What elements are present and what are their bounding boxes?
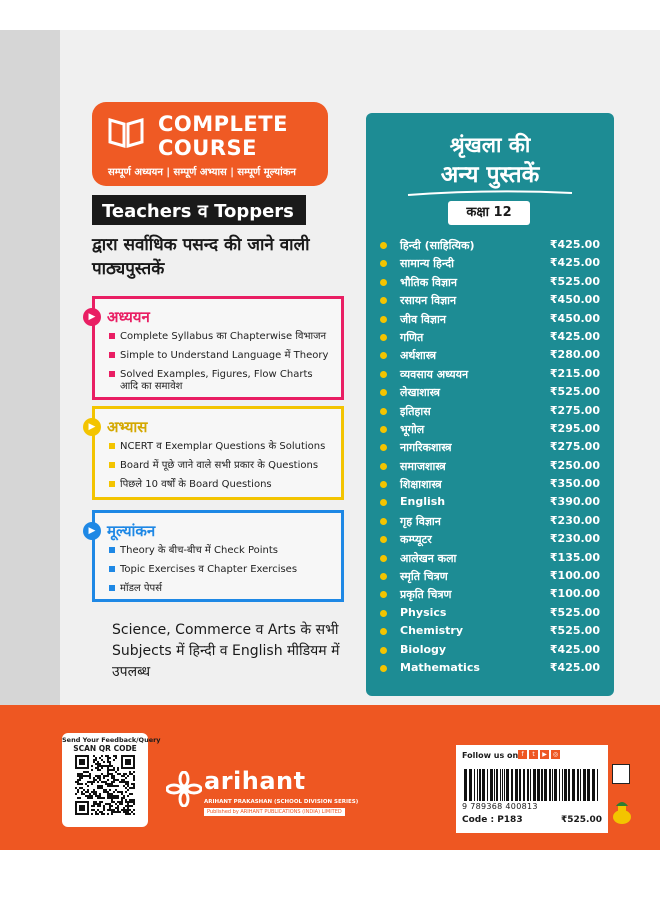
complete-course-badge	[92, 102, 328, 186]
emblem-icon	[612, 764, 630, 784]
book-name: शिक्षाशास्त्र	[400, 478, 442, 492]
brand-tagline: सम्पूर्ण अध्ययन | सम्पूर्ण अभ्यास | सम्पूर्ण मूल्यांकन	[108, 167, 296, 178]
book-list	[378, 237, 606, 678]
book-row	[378, 476, 606, 494]
section-abhyas	[88, 406, 344, 500]
book-price: ₹525.00	[549, 385, 600, 399]
section-header	[83, 417, 147, 437]
arihant-logo	[160, 765, 360, 825]
facebook-icon[interactable]: f	[518, 750, 527, 759]
book-price: ₹100.00	[549, 587, 600, 601]
follow-us-label: Follow us on	[462, 751, 519, 760]
book-row	[378, 605, 606, 623]
series-panel	[366, 113, 614, 696]
bullet-dot-icon	[380, 371, 387, 378]
bullet-dot-icon	[380, 481, 387, 488]
book-name: रसायन विज्ञान	[400, 294, 457, 308]
bullet-dot-icon	[380, 610, 387, 617]
book-name: कम्प्यूटर	[400, 533, 432, 547]
teachers-toppers-label: Teachers व Toppers	[92, 195, 306, 225]
book-name: समाजशास्त्र	[400, 459, 446, 473]
bullet-dot-icon	[380, 260, 387, 267]
bullet-dot-icon	[380, 389, 387, 396]
feedback-line2: SCAN QR CODE	[73, 744, 137, 753]
underline-swoosh-icon	[406, 189, 574, 197]
book-price: ₹230.00	[549, 513, 600, 527]
back-info-box	[456, 745, 608, 833]
brand-line1: COMPLETE	[158, 112, 288, 136]
section-mulyankan	[88, 510, 344, 602]
book-price: ₹525.00	[549, 624, 600, 638]
instagram-icon[interactable]: ◎	[552, 751, 559, 758]
social-icons	[518, 750, 560, 759]
book-price: ₹425.00	[549, 642, 600, 656]
book-name: नागरिकशास्त्र	[400, 441, 452, 455]
bullet-dot-icon	[380, 279, 387, 286]
bullet-dot-icon	[380, 499, 387, 506]
product-code: Code : P183	[462, 815, 523, 825]
book-row	[378, 237, 606, 255]
book-name: गणित	[400, 330, 424, 344]
open-book-icon	[106, 114, 146, 150]
list-item: Solved Examples, Figures, Flow Charts आदि का समावेश	[109, 369, 331, 393]
book-price: ₹525.00	[549, 274, 600, 288]
square-bullet-icon	[109, 462, 115, 468]
twitter-icon[interactable]: t	[529, 750, 538, 759]
kalash-icon	[610, 798, 634, 826]
square-bullet-icon	[109, 566, 115, 572]
book-row	[378, 255, 606, 273]
book-row	[378, 384, 606, 402]
square-bullet-icon	[109, 352, 115, 358]
book-price: ₹275.00	[549, 440, 600, 454]
section-title: अभ्यास	[107, 418, 148, 436]
book-price: ₹280.00	[549, 348, 600, 362]
book-name: आलेखन कला	[400, 551, 457, 565]
book-name: स्मृति चित्रण	[400, 570, 448, 584]
book-price: ₹135.00	[549, 550, 600, 564]
bullet-dot-icon	[380, 334, 387, 341]
book-name: English	[400, 495, 446, 509]
series-heading-1: श्रृंखला की	[449, 133, 531, 157]
book-name: भूगोल	[400, 422, 425, 436]
flower-logo-icon	[166, 771, 202, 807]
bullet-dot-icon	[380, 665, 387, 672]
bullet-dot-icon	[380, 555, 387, 562]
series-heading-2: अन्य पुस्तकें	[440, 162, 540, 188]
book-price: ₹275.00	[549, 403, 600, 417]
section-adhyayan	[88, 296, 344, 400]
product-price: ₹525.00	[561, 815, 602, 825]
list-item: Topic Exercises व Chapter Exercises	[109, 564, 331, 576]
play-icon: ▶	[83, 308, 101, 326]
feedback-line1: Send Your Feedback/Query	[62, 736, 161, 744]
bullet-dot-icon	[380, 536, 387, 543]
square-bullet-icon	[109, 585, 115, 591]
book-price: ₹450.00	[549, 311, 600, 325]
book-row	[378, 311, 606, 329]
bullet-dot-icon	[380, 518, 387, 525]
book-row	[378, 586, 606, 604]
book-row	[378, 292, 606, 310]
bullet-dot-icon	[380, 591, 387, 598]
publisher-name: arihant	[204, 767, 306, 795]
book-price: ₹450.00	[549, 293, 600, 307]
book-row	[378, 366, 606, 384]
book-row	[378, 550, 606, 568]
bullet-dot-icon	[380, 426, 387, 433]
bullet-dot-icon	[380, 573, 387, 580]
book-row	[378, 568, 606, 586]
list-item: Theory के बीच-बीच में Check Points	[109, 545, 331, 557]
book-row	[378, 421, 606, 439]
section-title: मूल्यांकन	[107, 522, 156, 540]
book-name: अर्थशास्त्र	[400, 349, 437, 363]
bullet-dot-icon	[380, 408, 387, 415]
square-bullet-icon	[109, 371, 115, 377]
book-row	[378, 329, 606, 347]
book-price: ₹350.00	[549, 477, 600, 491]
square-bullet-icon	[109, 547, 115, 553]
feedback-qr-box	[62, 733, 161, 827]
book-row	[378, 403, 606, 421]
book-name: प्रकृति चित्रण	[400, 588, 452, 602]
book-price: ₹390.00	[549, 495, 600, 509]
published-by: Published by ARIHANT PUBLICATIONS (INDIA) LIMITED	[204, 808, 345, 816]
square-bullet-icon	[109, 481, 115, 487]
book-price: ₹250.00	[549, 458, 600, 472]
bullet-dot-icon	[380, 297, 387, 304]
barcode-icon	[462, 769, 602, 801]
book-row	[378, 660, 606, 678]
book-name: Physics	[400, 605, 447, 619]
book-price: ₹425.00	[549, 256, 600, 270]
book-row	[378, 623, 606, 641]
book-row	[378, 458, 606, 476]
headline: द्वारा सर्वाधिक पसन्द की जाने वाली पाठ्यपुस्तकें	[92, 235, 310, 279]
availability-text: Science, Commerce व Arts के सभी Subjects में हिन्दी व English मीडियम में उपलब्ध	[112, 622, 340, 680]
youtube-icon[interactable]: ▶	[540, 750, 549, 759]
book-name: Mathematics	[400, 660, 480, 674]
book-row	[378, 439, 606, 457]
book-name: जीव विज्ञान	[400, 312, 446, 326]
list-item: Complete Syllabus का Chapterwise विभाजन	[109, 331, 331, 343]
book-row	[378, 494, 606, 512]
list-item: Simple to Understand Language में Theory	[109, 350, 331, 362]
bullet-dot-icon	[380, 352, 387, 359]
bullet-dot-icon	[380, 444, 387, 451]
book-price: ₹425.00	[549, 329, 600, 343]
book-price: ₹215.00	[549, 366, 600, 380]
book-name: लेखाशास्त्र	[400, 386, 440, 400]
qr-code-icon[interactable]	[75, 755, 135, 815]
book-row	[378, 531, 606, 549]
list-item: मॉडल पेपर्स	[109, 583, 331, 595]
book-name: Chemistry	[400, 624, 463, 638]
isbn-number: 9 789368 400813	[462, 802, 538, 811]
section-title: अध्ययन	[107, 308, 150, 326]
book-row	[378, 513, 606, 531]
bullet-dot-icon	[380, 316, 387, 323]
book-row	[378, 642, 606, 660]
code-price-row	[456, 815, 608, 825]
book-name: सामान्य हिन्दी	[400, 257, 454, 271]
class-label: कक्षा 12	[448, 201, 530, 225]
bullet-dot-icon	[380, 628, 387, 635]
section-header	[83, 307, 150, 327]
square-bullet-icon	[109, 333, 115, 339]
brand-line2: COURSE	[158, 136, 257, 160]
book-price: ₹425.00	[549, 238, 600, 251]
book-row	[378, 347, 606, 365]
book-name: इतिहास	[400, 404, 431, 418]
book-price: ₹425.00	[549, 660, 600, 674]
book-name: भौतिक विज्ञान	[400, 275, 457, 289]
book-name: हिन्दी (साहित्यिक)	[400, 239, 475, 252]
book-row	[378, 274, 606, 292]
square-bullet-icon	[109, 443, 115, 449]
publisher-division: ARIHANT PRAKASHAN (SCHOOL DIVISION SERIES)	[204, 799, 359, 805]
bullet-dot-icon	[380, 463, 387, 470]
bullet-dot-icon	[380, 242, 387, 249]
section-header	[83, 521, 155, 541]
book-name: व्यवसाय अध्ययन	[400, 367, 469, 381]
book-price: ₹295.00	[549, 421, 600, 435]
play-icon: ▶	[83, 418, 101, 436]
list-item: Board में पूछे जाने वाले सभी प्रकार के Questions	[109, 460, 331, 472]
book-price: ₹525.00	[549, 605, 600, 619]
book-name: Biology	[400, 642, 447, 656]
book-name: गृह विज्ञान	[400, 514, 441, 528]
list-item: NCERT व Exemplar Questions के Solutions	[109, 441, 331, 453]
book-price: ₹230.00	[549, 532, 600, 546]
book-price: ₹100.00	[549, 569, 600, 583]
play-icon: ▶	[83, 522, 101, 540]
list-item: पिछले 10 वर्षों के Board Questions	[109, 479, 331, 491]
bullet-dot-icon	[380, 647, 387, 654]
